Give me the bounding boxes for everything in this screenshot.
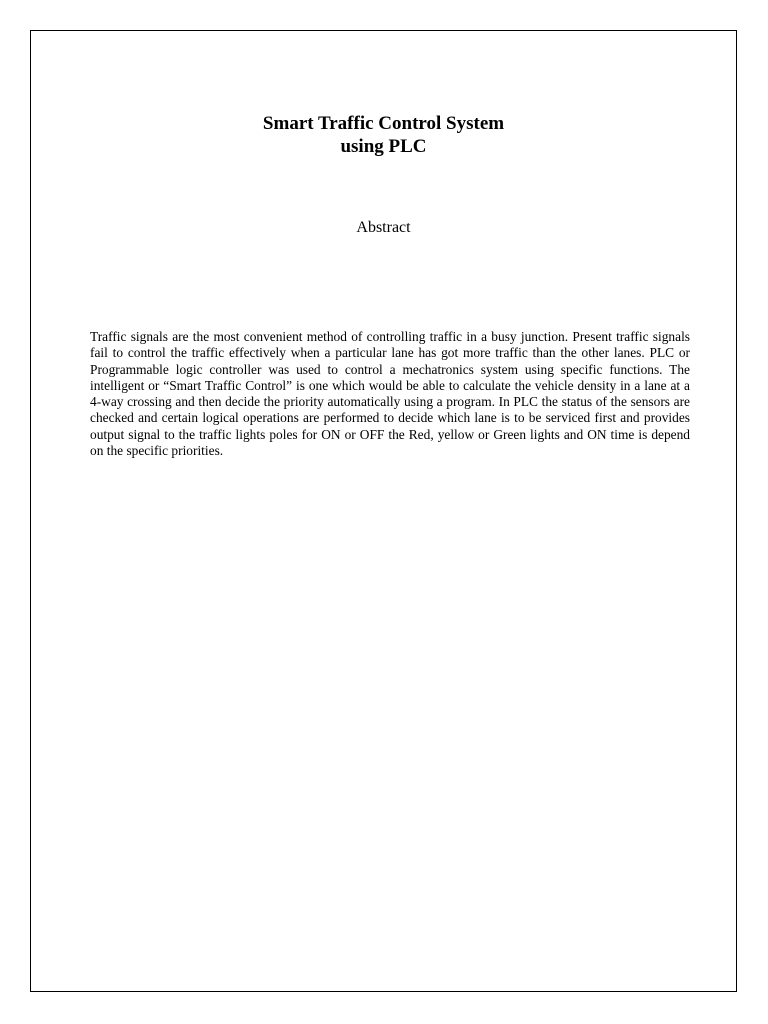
title-line-2: using PLC: [340, 136, 427, 157]
abstract-heading: Abstract: [356, 219, 411, 236]
page-border: [30, 30, 737, 992]
document-title: [30, 112, 737, 158]
title-line-1: Smart Traffic Control System: [262, 113, 505, 134]
abstract-paragraph: Traffic signals are the most convenient method of controlling traffic in a busy junction. Present traffic signals fail to control the traffic effectively when a particular lane has got more traffic than the other lanes. PLC or Programmable logic controller was used to control a mechatronics system using specific functions. The intelligent or “Smart Traffic Control” is one which would be able to calculate the vehicle density in a lane at a 4-way crossing and then decide the priority automatically using a program. In PLC the status of the sensors are checked and certain logical operations are performed to decide which lane is to be serviced first and provides output signal to the traffic lights poles for ON or OFF the Red, yellow or Green lights and ON time is depend on the specific priorities.: [90, 329, 690, 459]
